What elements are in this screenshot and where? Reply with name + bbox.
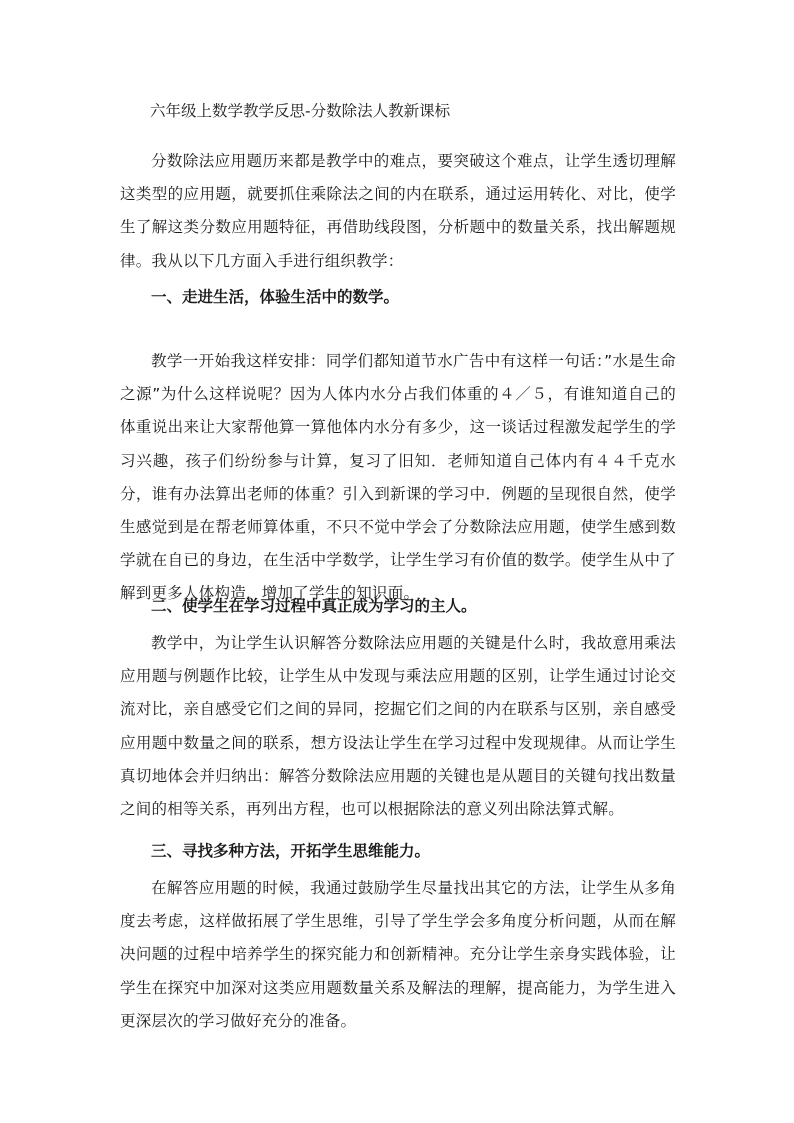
section-body-1: 教学一开始我这样安排：同学们都知道节水广告中有这样一句话：”水是生命之源”为什么这样说呢？因为人体内水分占我们体重的４／５，有谁知道自己的体重说出来让大家帮他算一算他体内水分有多少，这一谈话过程激发起学生的学习兴趣，孩子们纷纷参与计算，复习了旧知．老师知道自己体内有４４千克水分，谁有办法算出老师的体重？引入到新课的学习中．例题的呈现很自然，使学生感觉到是在帮老师算体重，不只不觉中学会了分数除法应用题，使学生感到数学就在自已的身边，在生活中学数学，让学生学习有价值的数学。使学生从中了解到更多人体构造，增加了学生的知识面。 bbox=[120, 352, 676, 603]
document-title: 六年级上数学教学反思-分数除法人教新课标 bbox=[150, 102, 451, 120]
intro-paragraph: 分数除法应用题历来都是教学中的难点，要突破这个难点，让学生透切理解这类型的应用题，就要抓住乘除法之间的内在联系，通过运用转化、对比，使学生了解这类分数应用题特征，再借助线段图，分析题中的数量关系，找出解题规律。我从以下几方面入手进行组织教学： bbox=[120, 152, 676, 270]
section-heading-3: 三、寻找多种方法，开拓学生思维能力。 bbox=[151, 842, 431, 860]
section-body-3: 在解答应用题的时候，我通过鼓励学生尽量找出其它的方法，让学生从多角度去考虑，这样做拓展了学生思维，引导了学生学会多角度分析问题，从而在解决问题的过程中培养学生的探究能力和创新精神。充分让学生亲身实践体验，让学生在探究中加深对这类应用题数量关系及解法的理解，提高能力，为学生进入更深层次的学习做好充分的准备。 bbox=[120, 879, 676, 1030]
section-body-2: 教学中，为让学生认识解答分数除法应用题的关键是什么时，我故意用乘法应用题与例题作比较，让学生从中发现与乘法应用题的区别，让学生通过讨论交流对比，亲自感受它们之间的异同，挖掘它们之间的内在联系与区别，亲自感受应用题中数量之间的联系，想方设法让学生在学习过程中发现规律。从而让学生真切地体会并归纳出：解答分数除法应用题的关键也是从题目的关键句找出数量之间的相等关系，再列出方程，也可以根据除法的意义列出除法算式解。 bbox=[120, 634, 676, 819]
section-heading-1: 一、走进生活，体验生活中的数学。 bbox=[151, 288, 400, 306]
section-heading-2: 二、使学生在学习过程中真正成为学习的主人。 bbox=[151, 597, 477, 615]
